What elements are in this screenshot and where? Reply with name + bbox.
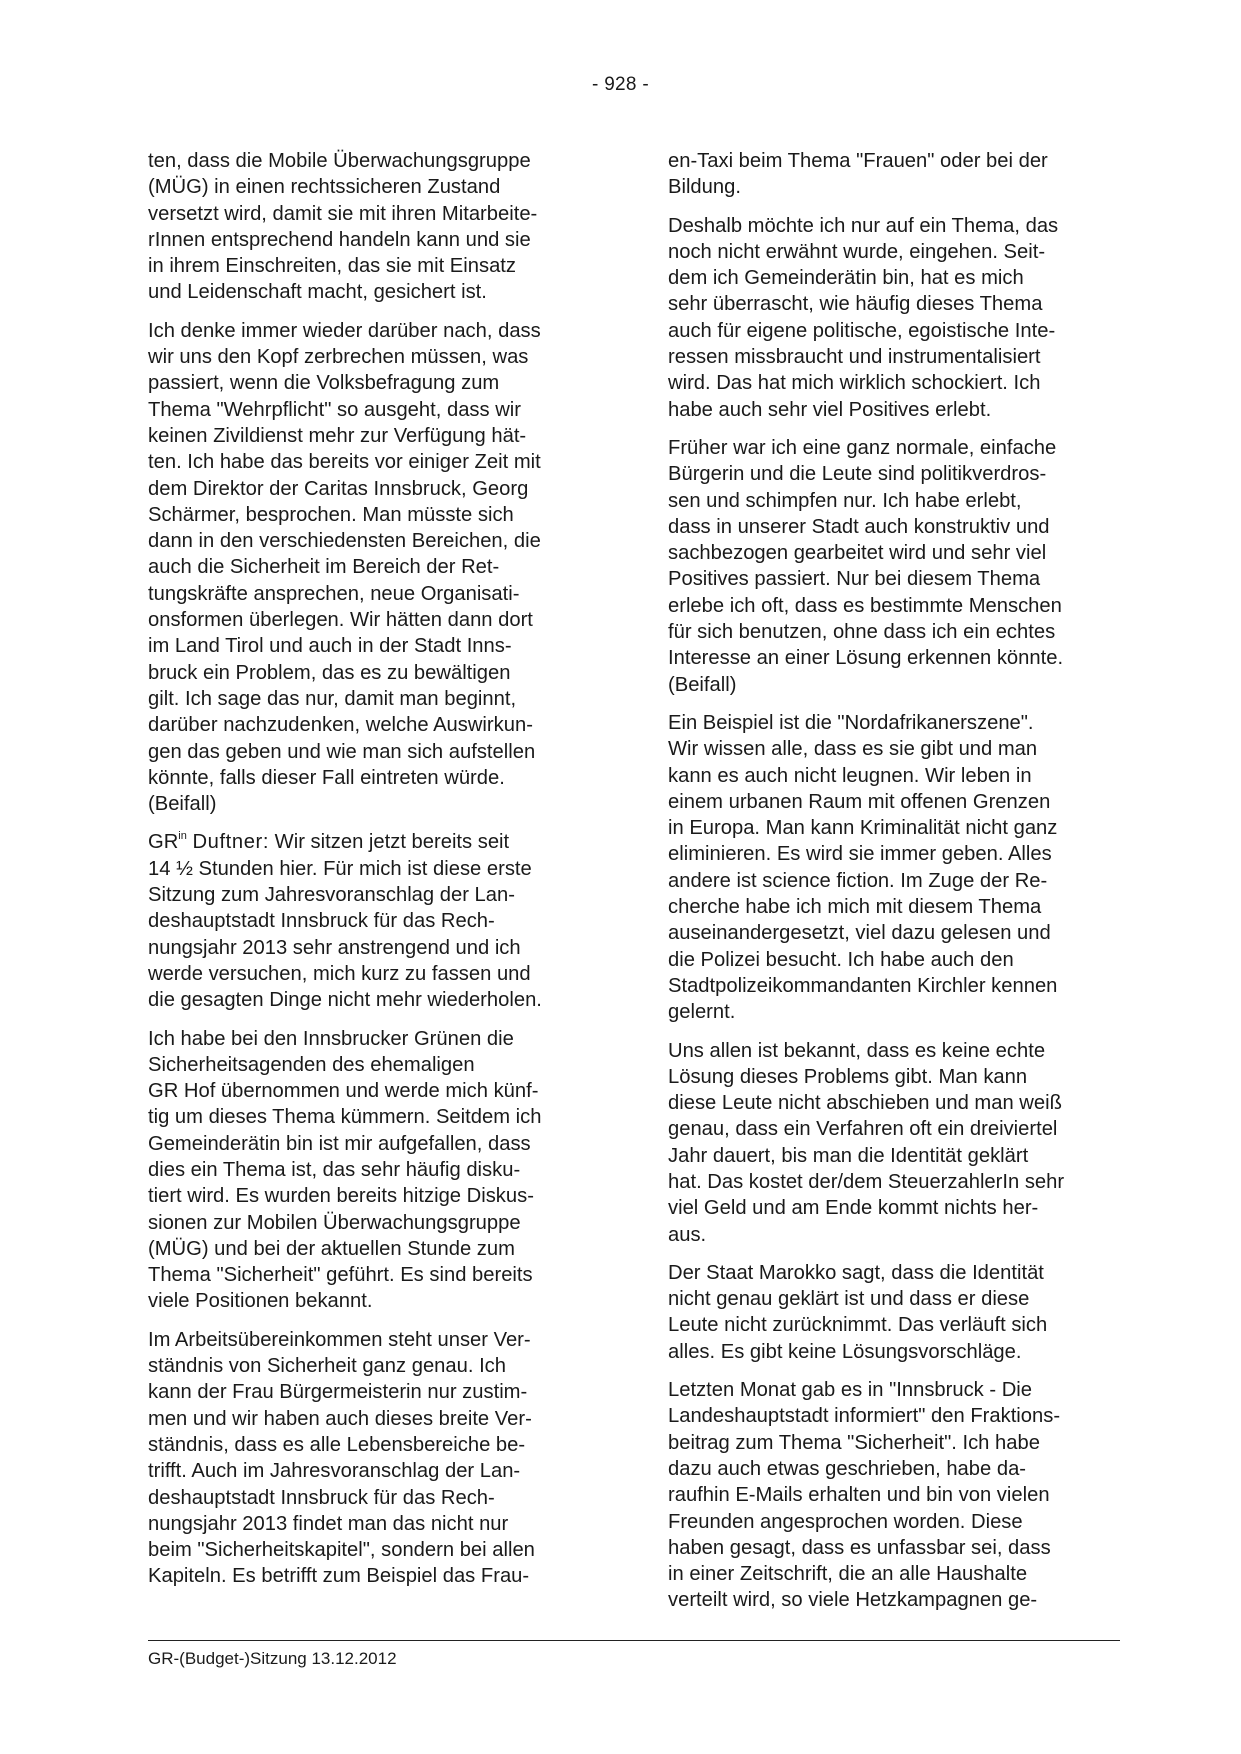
paragraph: Deshalb möchte ich nur auf ein Thema, das noch nicht erwähnt wurde, eingehen. Seit- dem ich Gemeinderätin bin, hat es mich sehr überrascht, wie häufig dieses Thema auch für eigene politische, egoistische Inte- ressen missbraucht und instrumentalisiert wird. Das hat mich wirklich schockiert. Ich habe auch sehr viel Positives erlebt.: [668, 214, 1059, 421]
speaker-name: Duftner:: [192, 831, 270, 854]
paragraph: Uns allen ist bekannt, dass es keine echte Lösung dieses Problems gibt. Man kann diese Leute nicht abschieben und man weiß genau, dass ein Verfahren oft ein dreiviertel Jahr dauert, bis man die Identität geklärt hat. Das kostet der/dem SteuerzahlerIn sehr viel Geld und am Ende kommt nichts her- aus.: [668, 1039, 1065, 1246]
paragraph: Der Staat Marokko sagt, dass die Identität nicht genau geklärt ist und dass er diese Leute nicht zurücknimmt. Das verläuft sich alles. Es gibt keine Lösungsvorschläge.: [668, 1261, 1048, 1363]
speaker-paragraph: [148, 829, 584, 1013]
paragraph: Ich denke immer wieder darüber nach, dass wir uns den Kopf zerbrechen müssen, was passiert, wenn die Volksbefragung zum Thema "Wehrpflicht" so ausgeht, dass wir keinen Zivildienst mehr zur Verfügung hät- ten. Ich habe das bereits vor einiger Zeit mit dem Direktor der Caritas Innsbruck, Georg Schärmer, besprochen. Man müsste sich dann in den verschiedensten Bereichen, die auch die Sicherheit im Bereich der Ret- tungskräfte ansprechen, neue Organisati- onsformen überlegen. Wir hätten dann dort im Land Tirol und auch in der Stadt Inns- bruck ein Problem, das es zu bewältigen gilt. Ich sage das nur, damit man beginnt, darüber nachzudenken, welche Auswirkun- gen das geben und wie man sich aufstellen könnte, falls dieser Fall eintreten würde. (Beifall): [148, 319, 541, 816]
speaker-title: GR: [148, 831, 179, 854]
paragraph: Letzten Monat gab es in "Innsbruck - Die Landeshauptstadt informiert" den Fraktions- beitrag zum Thema "Sicherheit". Ich habe dazu auch etwas geschrieben, habe da- raufhin E-Mails erhalten und bin von vielen Freunden angesprochen worden. Diese haben gesagt, dass es unfassbar sei, dass in einer Zeitschrift, die an alle Haushalte verteilt wird, so viele Hetzkampagnen ge-: [668, 1379, 1061, 1612]
paragraph: ten, dass die Mobile Überwachungsgruppe (MÜG) in einen rechtssicheren Zustand versetzt wird, damit sie mit ihren Mitarbeite- rInnen entsprechend handeln kann und sie in ihrem Einschreiten, das sie mit Einsatz und Leidenschaft macht, gesichert ist.: [148, 150, 538, 304]
paragraph: en-Taxi beim Thema "Frauen" oder bei der Bildung.: [668, 150, 1048, 199]
left-column: [148, 148, 584, 1602]
right-column: [668, 148, 1104, 1626]
paragraph: Ein Beispiel ist die "Nordafrikanerszene". Wir wissen alle, dass es sie gibt und man kann es auch nicht leugnen. Wir leben in einem urbanen Raum mit offenen Grenzen in Europa. Man kann Kriminalität nicht ganz eliminieren. Es wird sie immer geben. Alles andere ist science fiction. Im Zuge der Re- cherche habe ich mich mit diesem Thema auseinandergesetzt, viel dazu gelesen und die Polizei besucht. Ich habe auch den Stadtpolizeikommandanten Kirchler kennen gelernt.: [668, 711, 1058, 1024]
footer-divider: [148, 1640, 1120, 1641]
paragraph: Im Arbeitsübereinkommen steht unser Ver- ständnis von Sicherheit ganz genau. Ich kann der Frau Bürgermeisterin nur zustim- men und wir haben auch dieses breite Ver- ständnis, dass es alle Lebensbereiche be- trifft. Auch im Jahresvoranschlag der Lan- deshauptstadt Innsbruck für das Rech- nungsjahr 2013 findet man das nicht nur beim "Sicherheitskapitel", sondern bei allen Kapiteln. Es betrifft zum Beispiel das Frau-: [148, 1328, 535, 1588]
page-number: - 928 -: [591, 74, 649, 95]
footer-text: GR-(Budget-)Sitzung 13.12.2012: [148, 1649, 397, 1668]
paragraph: Früher war ich eine ganz normale, einfache Bürgerin und die Leute sind politikverdros- sen und schimpfen nur. Ich habe erlebt, dass in unserer Stadt auch konstruktiv und sachbezogen gearbeitet wird und sehr viel Positives passiert. Nur bei diesem Thema erlebe ich oft, dass es bestimmte Menschen für sich benutzen, ohne dass ich ein echtes Interesse an einer Lösung erkennen könnte. (Beifall): [668, 436, 1064, 696]
speaker-text: Wir sitzen jetzt bereits seit 14 ½ Stunden hier. Für mich ist diese erste Sitzung zum Jahresvoranschlag der Lan- deshauptstadt Innsbruck für das Rech- nungsjahr 2013 sehr anstrengend und ich werde versuchen, mich kurz zu fassen und die gesagten Dinge nicht mehr wiederholen.: [148, 831, 542, 1012]
speaker-title-suffix: in: [178, 829, 187, 842]
paragraph: Ich habe bei den Innsbrucker Grünen die Sicherheitsagenden des ehemaligen GR Hof übernommen und werde mich künf- tig um dieses Thema kümmern. Seitdem ich Gemeinderätin bin ist mir aufgefallen, dass dies ein Thema ist, das sehr häufig disku- tiert wird. Es wurden bereits hitzige Diskus- sionen zur Mobilen Überwachungsgruppe (MÜG) und bei der aktuellen Stunde zum Thema "Sicherheit" geführt. Es sind bereits viele Positionen bekannt.: [148, 1027, 542, 1313]
